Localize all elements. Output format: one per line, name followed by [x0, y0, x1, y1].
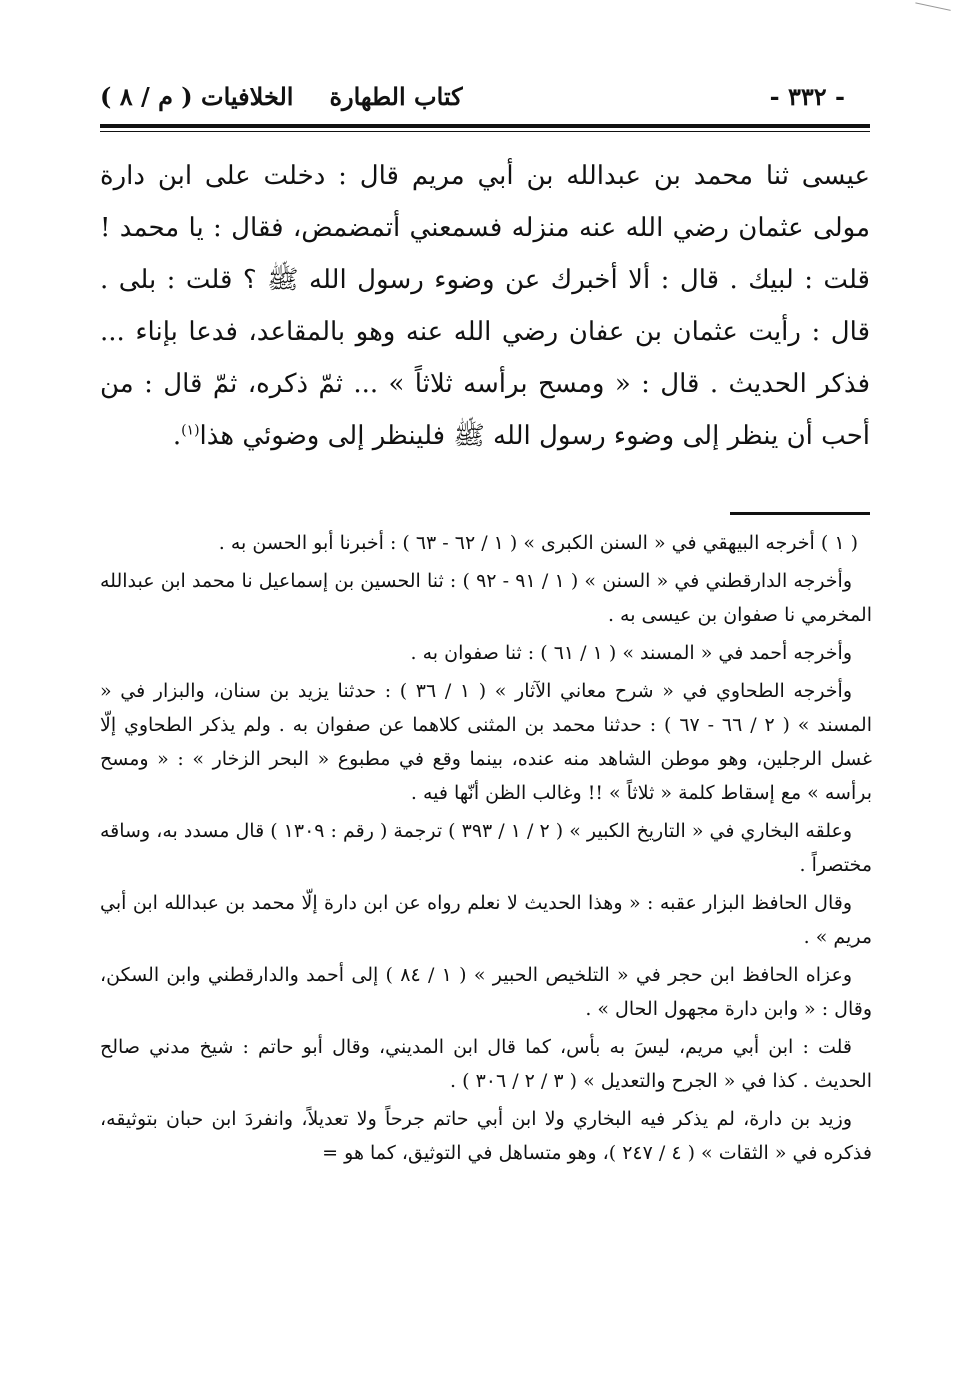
page-number: - ٣٣٢ -: [769, 81, 845, 111]
main-text-block: [100, 150, 870, 462]
footnote-paragraph: قلت : ابن أبي مريم، ليسَ به بأس، كما قال ابن المديني، وقال أبو حاتم : شيخ مدني صالح الحديث . كذا في « الجرح والتعديل » ( ٣ / ٢ / ٣٠٦ ) .: [100, 1036, 872, 1092]
scan-mark: [913, 2, 951, 20]
book-section-title: كتاب الطهارة: [329, 81, 463, 111]
footnote-paragraph: ( ١ ) أخرجه البيهقي في « السنن الكبرى » ( ١ / ٦٢ - ٦٣ ) : أخبرنا أبو الحسن به .: [218, 532, 858, 554]
footnote-paragraph: وأخرجه الطحاوي في « شرح معاني الآثار » ( ١ / ٣٦ ) : حدثنا يزيد بن سنان، والبزار في « المسند » ( ٢ / ٦٦ - ٦٧ ) : حدثنا محمد بن المثنى كلاهما عن صفوان به . ولم يذكر الطحاوي إلّا غسل الرجلين، وهو موطن الشاهد منه عنده، بينما وقع في مطبوع « البحر الزخار » : « ومسح برأسه » مع إسقاط كلمة « ثلاثاً » !! وغالب الظن أنّها فيه .: [100, 680, 873, 804]
footnote-paragraph: وعلقه البخاري في « التاريخ الكبير » ( ٢ / ١ / ٣٩٣ ) ترجمة ( رقم : ١٣٠٩ ) قال مسدد به، وساقه مختصراً .: [100, 820, 872, 876]
footnote-paragraph: وأخرجه أحمد في « المسند » ( ١ / ٦١ ) : ثنا صفوان به .: [410, 642, 852, 664]
main-end-punct: .: [172, 421, 182, 451]
main-text: عيسى ثنا محمد بن عبدالله بن أبي مريم قال : دخلت على ابن دارة مولى عثمان رضي الله عنه منزله فسمعني أتمضمض، فقال : يا محمد ! قلت : لبيك . قال : ألا أخبرك عن وضوء رسول الله ﷺ ؟ قلت : بلى . قال : رأيت عثمان بن عفان رضي الله عنه وهو بالمقاعد، فدعا بإناء ... فذكر الحديث . قال : « ومسح برأسه ثلاثاً » ... ثمّ ذكره، ثمّ قال : من أحب أن ينظر إلى وضوء رسول الله ﷺ فلينظر إلى وضوئي هذا: [100, 161, 870, 451]
footnote-paragraph: وقال الحافظ البزار عقبه : « وهذا الحديث لا نعلم رواه عن ابن دارة إلّا محمد بن عبدالله ابن أبي مريم » .: [100, 892, 872, 948]
footnote-paragraph: وعزاه الحافظ ابن حجر في « التلخيص الحبير » ( ١ / ٨٤ ) إلى أحمد والدارقطني وابن السكن، وقال : « وابن دارة مجهول الحال » .: [100, 964, 872, 1020]
running-header: [100, 74, 845, 118]
footnote-paragraph: وأخرجه الدارقطني في « السنن » ( ١ / ٩١ - ٩٢ ) : ثنا الحسين بن إسماعيل نا محمد ابن عبدالله المخرمي نا صفوان بن عيسى به .: [100, 570, 872, 626]
header-rule-thick: [100, 124, 870, 128]
main-paragraph: [100, 150, 870, 462]
footnote-separator: [730, 512, 870, 515]
header-titles: [100, 82, 463, 111]
footnote-paragraph: وزيد بن دارة، لم يذكر فيه البخاري ولا ابن أبي حاتم جرحاً ولا تعديلاً، وانفردَ ابن حبان بتوثيقه، فذكره في « الثقات » ( ٤ / ٢٤٧ )، وهو متساهل في التوثيق، كما هو =: [100, 1108, 872, 1164]
volume-title: الخلافيات ( م / ٨ ): [100, 81, 294, 111]
footnote-reference: (١): [181, 422, 200, 439]
header-rule-thin: [100, 131, 870, 132]
footnotes-block: [100, 526, 872, 1174]
